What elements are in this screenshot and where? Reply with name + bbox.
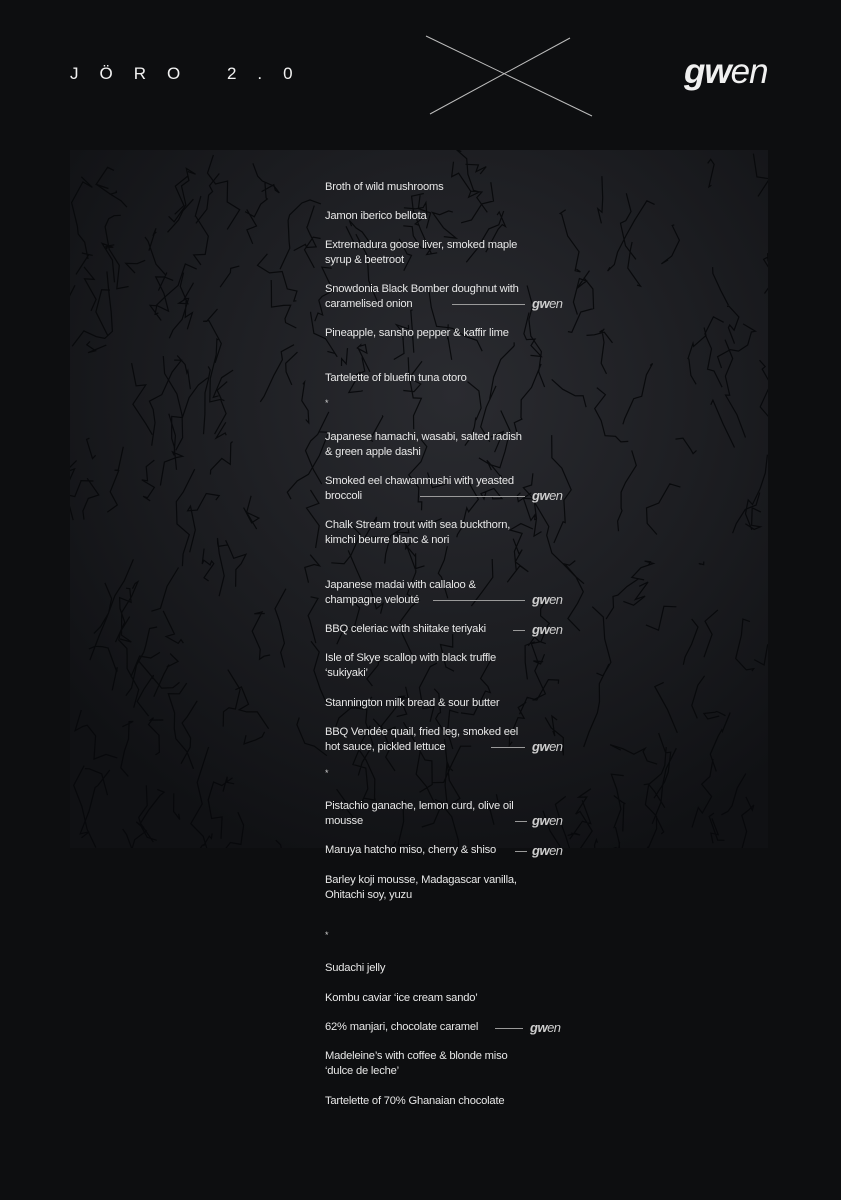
menu-item: 62% manjari, chocolate caramel bbox=[325, 1021, 479, 1033]
menu-item: Maruya hatcho miso, cherry & shiso bbox=[325, 844, 497, 856]
gwen-mark-icon: gwen bbox=[530, 1020, 561, 1035]
leader-line bbox=[495, 1028, 523, 1029]
menu-item: Extremadura goose liver, smoked maple syrup & beetroot bbox=[325, 239, 518, 266]
cross-mark-icon bbox=[420, 30, 600, 120]
menu-item: Broth of wild mushrooms bbox=[325, 181, 444, 193]
menu-item: Jamon iberico bellota bbox=[325, 210, 427, 222]
leader-line bbox=[433, 600, 525, 601]
menu-item: Barley koji mousse, Madagascar vanilla, Ohitachi soy, yuzu bbox=[325, 874, 517, 901]
gwen-mark-icon: gwen bbox=[532, 739, 563, 754]
menu-item: Isle of Skye scallop with black truffle ‘sukiyaki’ bbox=[325, 652, 497, 679]
menu-title: JÖRO 2.0 bbox=[70, 64, 314, 83]
gwen-logo: gwen bbox=[684, 52, 768, 91]
course-separator: * bbox=[325, 930, 329, 940]
gwen-mark-icon: gwen bbox=[532, 813, 563, 828]
menu-item: Chalk Stream trout with sea buckthorn, kimchi beurre blanc & nori bbox=[325, 519, 511, 546]
menu-item: Japanese madai with callaloo & champagne velouté bbox=[325, 579, 476, 606]
menu-item: Snowdonia Black Bomber doughnut with caramelised onion bbox=[325, 283, 519, 310]
gwen-mark-icon: gwen bbox=[532, 488, 563, 503]
gwen-mark-icon: gwen bbox=[532, 843, 563, 858]
menu-item: BBQ celeriac with shiitake teriyaki bbox=[325, 623, 486, 635]
menu-item: Smoked eel chawanmushi with yeasted broccoli bbox=[325, 475, 514, 502]
menu-item: Stannington milk bread & sour butter bbox=[325, 697, 500, 709]
leader-line bbox=[452, 304, 525, 305]
gwen-mark-icon: gwen bbox=[532, 592, 563, 607]
menu-item: Japanese hamachi, wasabi, salted radish & green apple dashi bbox=[325, 431, 522, 458]
menu-item: Tartelette of bluefin tuna otoro bbox=[325, 372, 467, 384]
leader-line bbox=[515, 851, 527, 852]
leader-line bbox=[513, 630, 525, 631]
menu-item: BBQ Vendée quail, fried leg, smoked eel hot sauce, pickled lettuce bbox=[325, 726, 519, 753]
menu-item: Tartelette of 70% Ghanaian chocolate bbox=[325, 1095, 505, 1107]
menu-item: Pistachio ganache, lemon curd, olive oil mousse bbox=[325, 800, 514, 827]
menu-item: Pineapple, sansho pepper & kaffir lime bbox=[325, 327, 509, 339]
leader-line bbox=[515, 821, 527, 822]
gwen-mark-icon: gwen bbox=[532, 296, 563, 311]
menu-item: Kombu caviar ‘ice cream sando’ bbox=[325, 992, 478, 1004]
leader-line bbox=[420, 496, 525, 497]
menu-item: Sudachi jelly bbox=[325, 962, 386, 974]
course-separator: * bbox=[325, 768, 329, 778]
course-separator: * bbox=[325, 398, 329, 408]
menu-item: Madeleine’s with coffee & blonde miso ‘dulce de leche’ bbox=[325, 1050, 508, 1077]
gwen-mark-icon: gwen bbox=[532, 622, 563, 637]
leader-line bbox=[491, 747, 525, 748]
